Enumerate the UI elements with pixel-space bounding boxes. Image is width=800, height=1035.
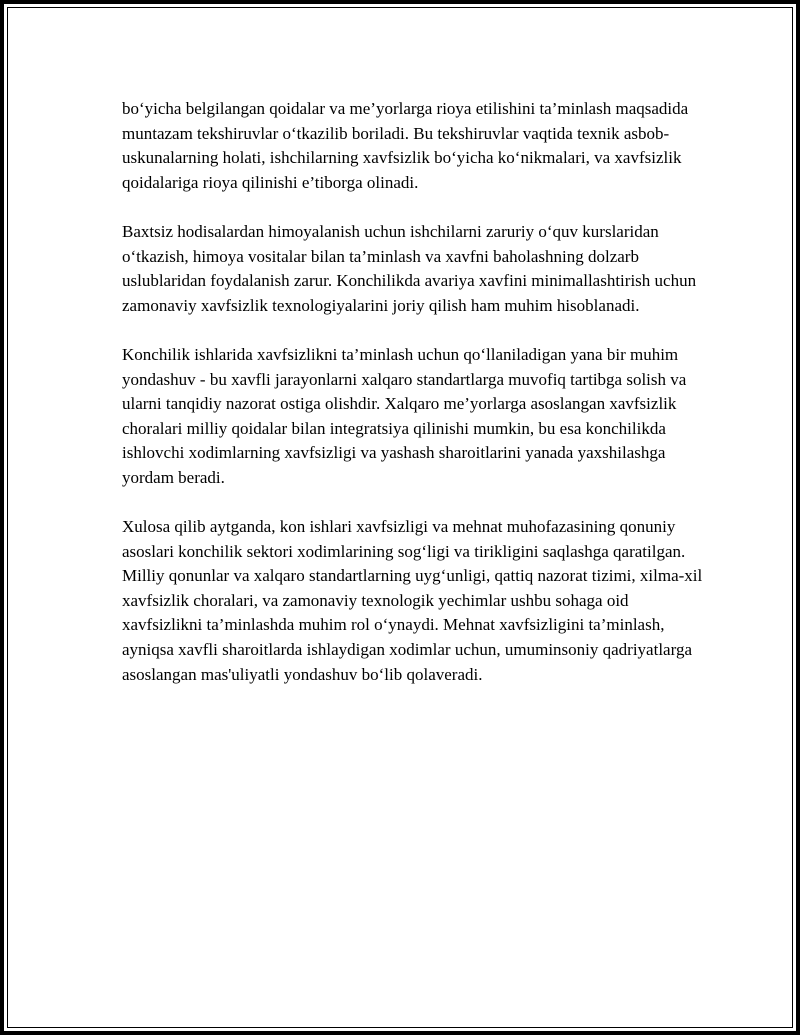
- paragraph-4: Xulosa qilib aytganda, kon ishlari xavfsizligi va mehnat muhofazasining qonuniy asoslari konchilik sektori xodimlarining sog‘ligi va tirikligini saqlashga qaratilgan. Milliy qonunlar va xalqaro standartlarning uyg‘unligi, qattiq nazorat tizimi, xilma-xil xavfsizlik choralari, va zamonaviy texnologik yechimlar ushbu sohaga oid xavfsizlikni ta’minlashda muhim rol o‘ynaydi. Mehnat xavfsizligini ta’minlash, ayniqsa xavfli sharoitlarda ishlaydigan xodimlar uchun, umuminsoniy qadriyatlarga asoslangan mas'uliyatli yondashuv bo‘lib qolaveradi.: [122, 517, 703, 684]
- document-body: [122, 97, 712, 712]
- paragraph-1: bo‘yicha belgilangan qoidalar va me’yorlarga rioya etilishini ta’minlash maqsadida muntazam tekshiruvlar o‘tkazilib boriladi. Bu tekshiruvlar vaqtida texnik asbob-uskunalarning holati, ishchilarning xavfsizlik bo‘yicha ko‘nikmalari, va xavfsizlik qoidalariga rioya qilinishi e’tiborga olinadi.: [122, 99, 689, 192]
- paragraph-2: Baxtsiz hodisalardan himoyalanish uchun ishchilarni zaruriy o‘quv kurslaridan o‘tkazish, himoya vositalar bilan ta’minlash va xavfni baholashning dolzarb uslublaridan foydalanish zarur. Konchilikda avariya xavfini minimallashtirish uchun zamonaviy xavfsizlik texnologiyalarini joriy qilish ham muhim hisoblanadi.: [122, 221, 697, 315]
- paragraph-3: Konchilik ishlarida xavfsizlikni ta’minlash uchun qo‘llaniladigan yana bir muhim yondashuv - bu xavfli jarayonlarni xalqaro standartlarga muvofiq tartibga solish va ularni tanqidiy nazorat ostiga olishdir. Xalqaro me’yorlarga asoslangan xavfsizlik choralari milliy qoidalar bilan integratsiya qilinishi mumkin, bu esa konchilikda ishlovchi xodimlarning xavfsizligi va yashash sharoitlarini yanada yaxshilashga yordam beradi.: [122, 344, 687, 487]
